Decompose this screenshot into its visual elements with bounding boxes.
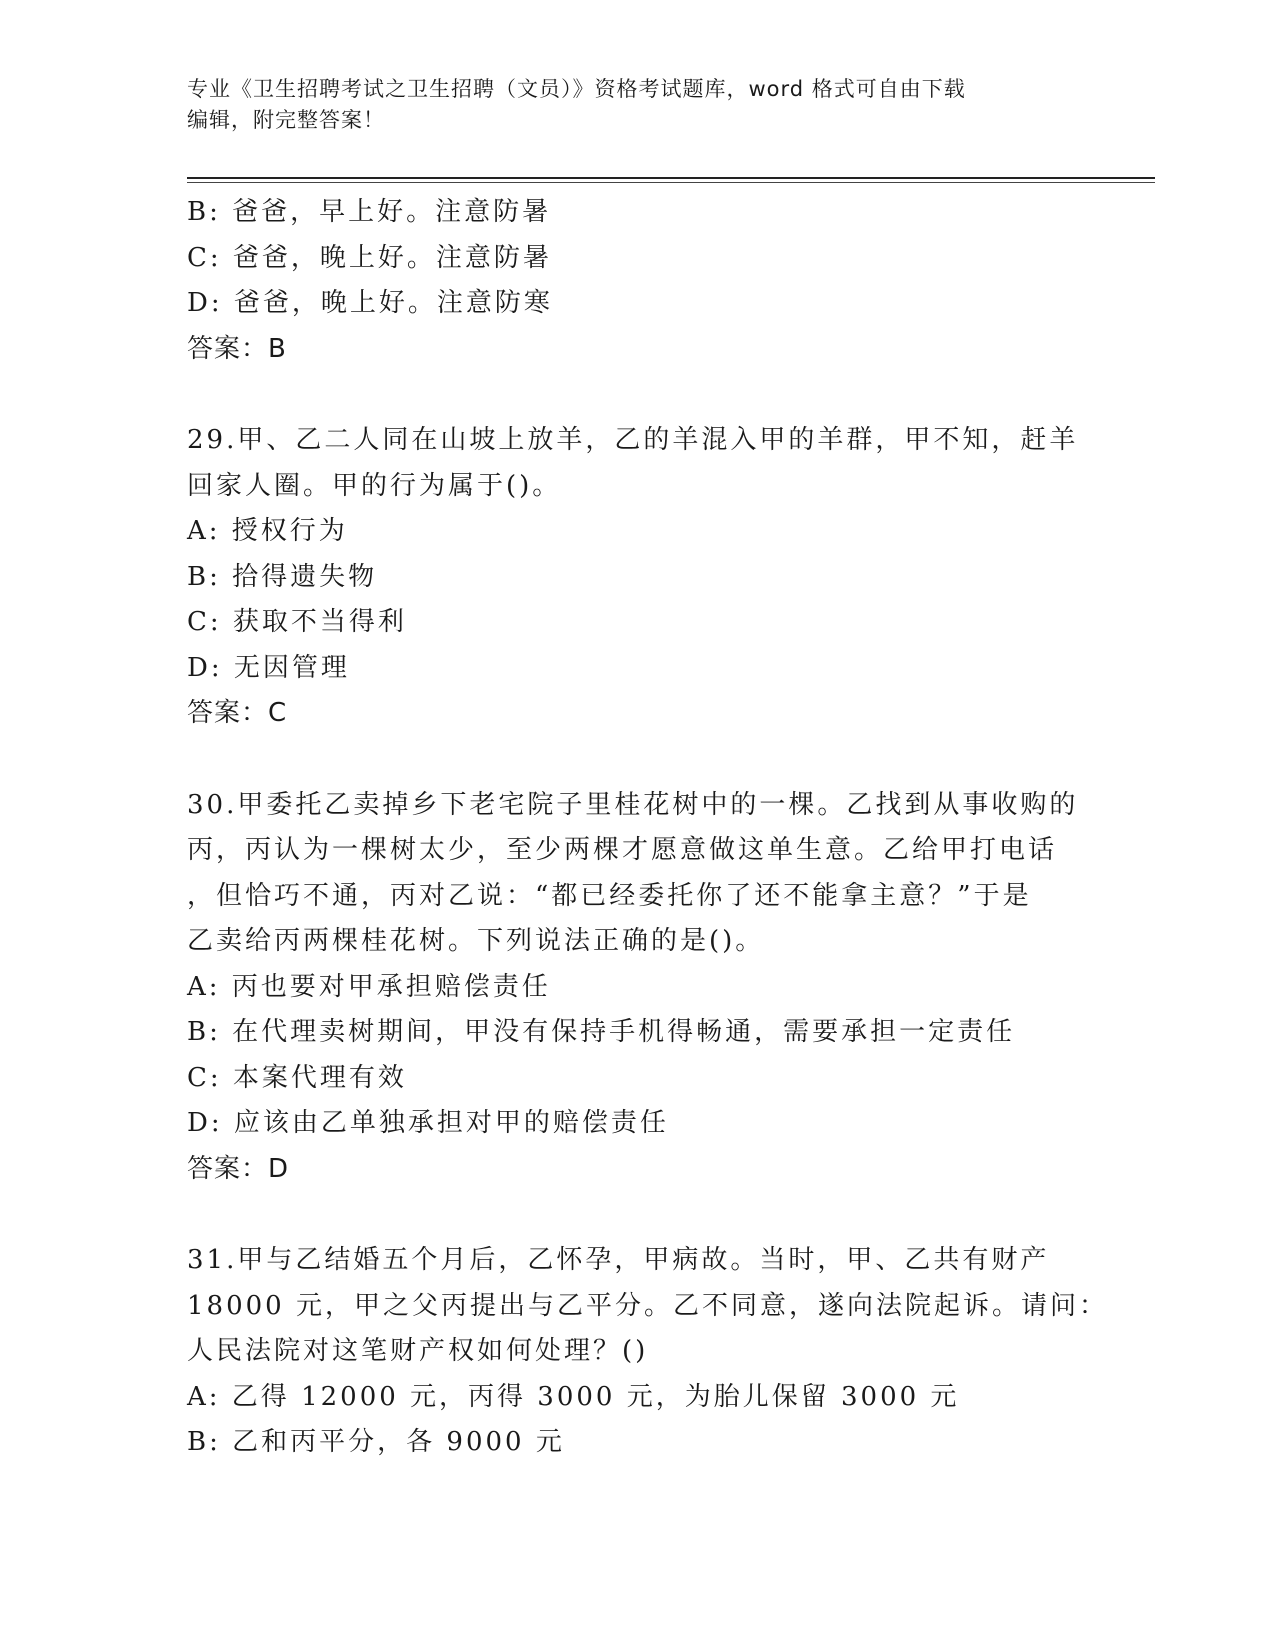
- option-d: D: 无因管理: [187, 652, 350, 683]
- question-31: [187, 1238, 1108, 1466]
- question-stem-line: 29.甲、乙二人同在山坡上放羊，乙的羊混入甲的羊群，甲不知，赶羊: [187, 425, 1079, 455]
- question-stem-line: 31.甲与乙结婚五个月后，乙怀孕，甲病故。当时，甲、乙共有财产: [187, 1245, 1050, 1275]
- question-29: [187, 418, 1087, 737]
- question-spacer: [187, 737, 1087, 783]
- header-divider-thick: [187, 177, 1155, 179]
- question-stem-line: 回家人圈。甲的行为属于()。: [187, 470, 562, 501]
- option-b: B: 在代理卖树期间，甲没有保持手机得畅通，需要承担一定责任: [187, 1017, 1016, 1047]
- header-divider-thin: [187, 182, 1155, 183]
- question-28-tail: [187, 190, 1087, 372]
- header-line-2: 编辑，附完整答案！: [187, 108, 385, 132]
- answer-line: 答案：C: [187, 698, 288, 728]
- option-a: A: 授权行为: [187, 516, 348, 546]
- question-stem-line: 丙，丙认为一棵树太少，至少两棵才愿意做这单生意。乙给甲打电话: [187, 835, 1058, 865]
- option-b: B: 爸爸，早上好。注意防暑: [187, 197, 552, 227]
- question-spacer: [187, 372, 1087, 418]
- option-b: B: 拾得遗失物: [187, 561, 378, 592]
- option-c: C: 获取不当得利: [187, 607, 407, 637]
- question-content: [187, 190, 1108, 1466]
- option-d: D: 应该由乙单独承担对甲的赔偿责任: [187, 1108, 669, 1138]
- document-header: [187, 74, 1087, 136]
- option-d: D: 爸爸，晚上好。注意防寒: [187, 288, 553, 318]
- question-stem-line: 30.甲委托乙卖掉乡下老宅院子里桂花树中的一棵。乙找到从事收购的: [187, 789, 1079, 820]
- option-b: B: 乙和丙平分，各 9000 元: [187, 1427, 565, 1457]
- header-line-1: 专业《卫生招聘考试之卫生招聘（文员）》资格考试题库，word 格式可自由下载: [187, 77, 966, 101]
- option-c: C: 爸爸，晚上好。注意防暑: [187, 242, 552, 273]
- question-stem-line: 18000 元，甲之父丙提出与乙平分。乙不同意，遂向法院起诉。请问：: [187, 1290, 1108, 1321]
- question-stem-line: ，但恰巧不通，丙对乙说：“都已经委托你了还不能拿主意？”于是: [187, 880, 1032, 911]
- option-a: A: 丙也要对甲承担赔偿责任: [187, 971, 551, 1002]
- answer-line: 答案：B: [187, 333, 287, 364]
- question-30: [187, 783, 1087, 1193]
- question-stem-line: 人民法院对这笔财产权如何处理？(): [187, 1336, 649, 1366]
- option-c: C: 本案代理有效: [187, 1062, 407, 1093]
- question-spacer: [187, 1192, 1087, 1238]
- answer-line: 答案：D: [187, 1153, 290, 1184]
- option-a: A: 乙得 12000 元，丙得 3000 元，为胎儿保留 3000 元: [187, 1381, 960, 1412]
- question-stem-line: 乙卖给丙两棵桂花树。下列说法正确的是()。: [187, 926, 765, 956]
